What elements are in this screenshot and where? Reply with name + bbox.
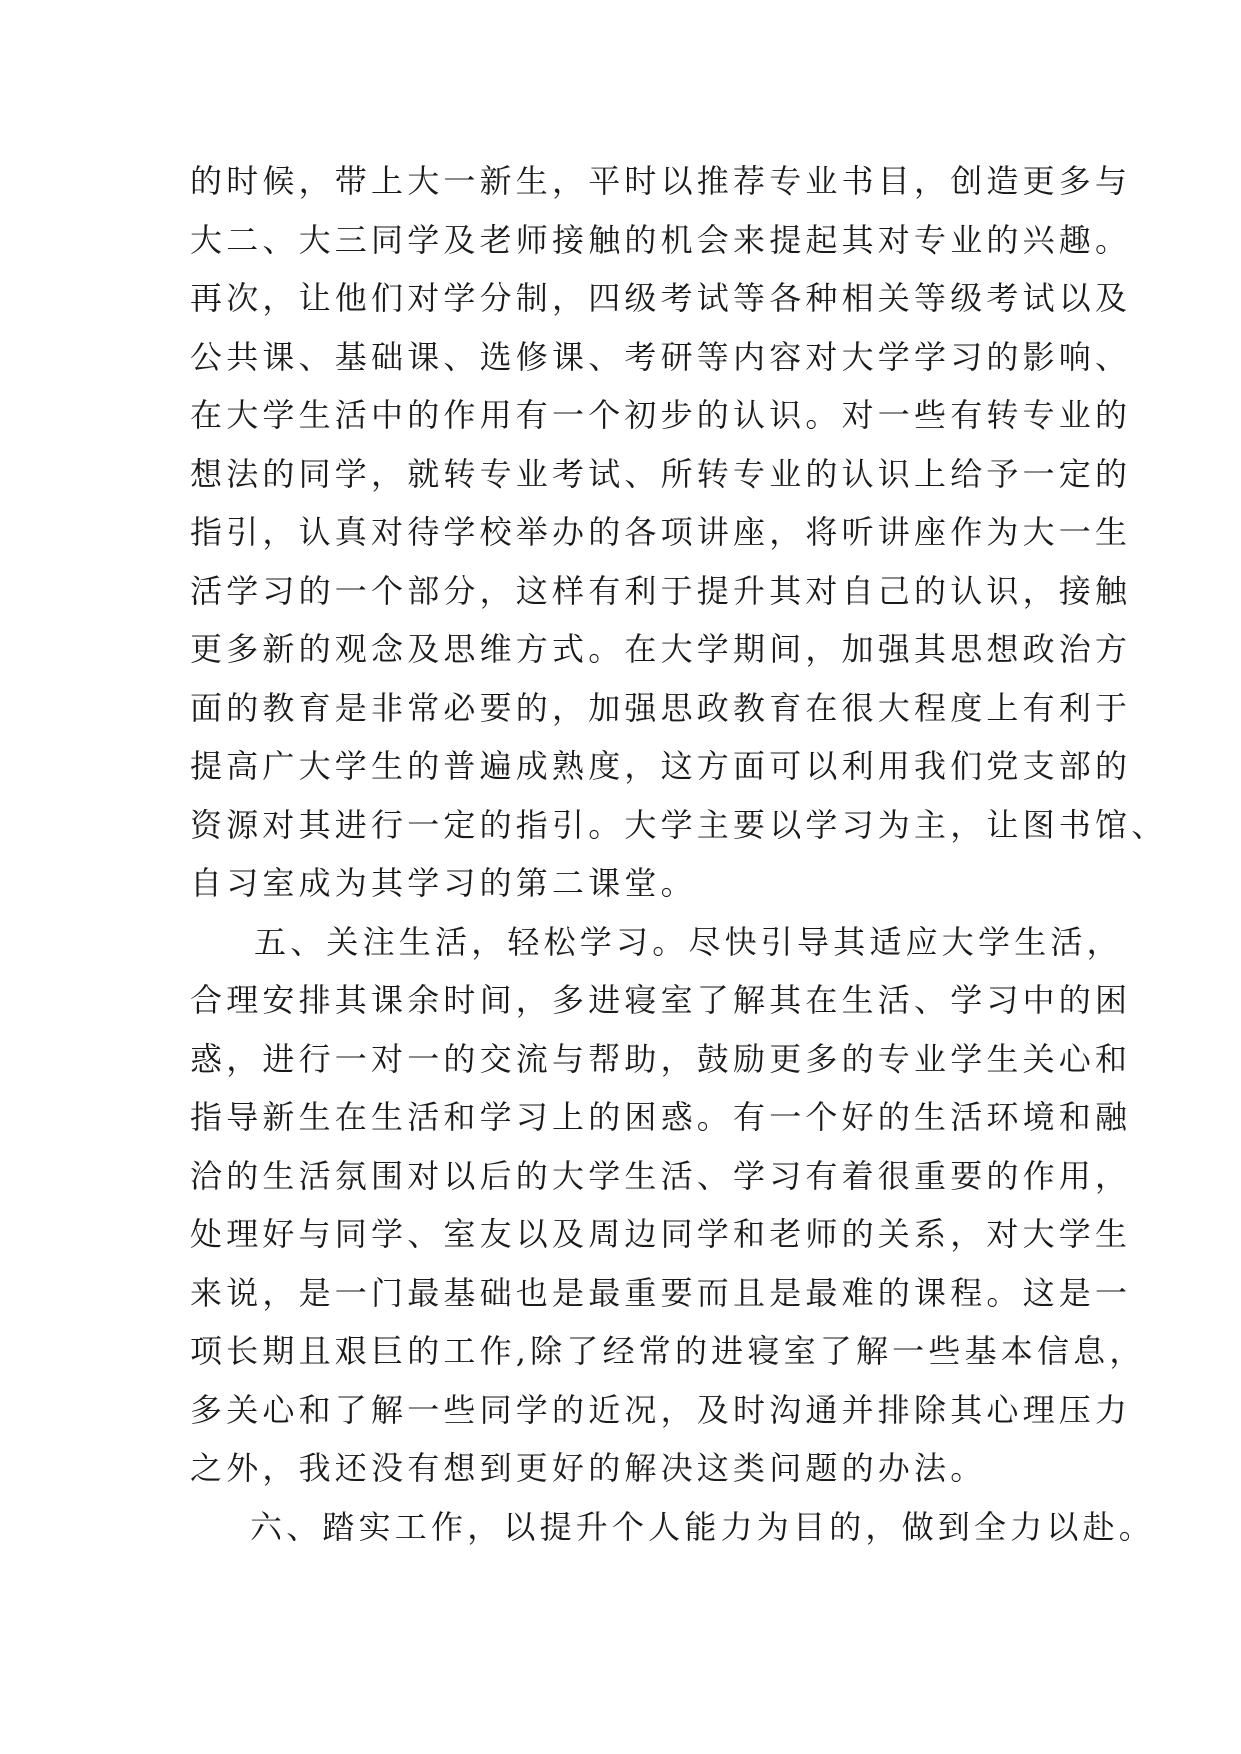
text-line: 想法的同学，就转专业考试、所转专业的认识上给予一定的 xyxy=(190,454,1132,493)
text-line: 多关心和了解一些同学的近况，及时沟通并排除其心理压力 xyxy=(190,1390,1132,1429)
text-line: 再次，让他们对学分制，四级考试等各种相关等级考试以及 xyxy=(190,279,1132,317)
text-line: 来说，是一门最基础也是最重要而且是最难的课程。这是一 xyxy=(190,1273,1132,1312)
text-line: 合理安排其课余时间，多进寝室了解其在生活、学习中的困 xyxy=(190,981,1132,1019)
section-heading-line: 五、关注生活，轻松学习。尽快引导其适应大学生活， xyxy=(254,922,1123,961)
text-line: 指导新生在生活和学习上的困惑。有一个好的生活环境和融 xyxy=(190,1098,1132,1136)
text-line: 面的教育是非常必要的，加强思政教育在很大程度上有利于 xyxy=(190,688,1132,727)
paragraph-section-five xyxy=(190,913,1146,1498)
text-line: 项长期且艰巨的工作,除了经常的进寝室了解一些基本信息， xyxy=(190,1332,1146,1370)
text-line: 之外，我还没有想到更好的解决这类问题的办法。 xyxy=(190,1449,987,1487)
text-line: 惑，进行一对一的交流与帮助，鼓励更多的专业学生关心和 xyxy=(190,1039,1132,1078)
text-line: 提高广大学生的普遍成熟度，这方面可以利用我们党支部的 xyxy=(190,747,1132,785)
section-heading-line: 六、踏实工作，以提升个人能力为目的，做到全力以赴。 xyxy=(250,1507,1156,1546)
text-line: 更多新的观念及思维方式。在大学期间，加强其思想政治方 xyxy=(190,630,1132,668)
text-line: 处理好与同学、室友以及周边同学和老师的关系，对大学生 xyxy=(190,1215,1132,1253)
paragraph-continuation xyxy=(190,152,1168,913)
paragraph-section-six xyxy=(190,1498,1156,1557)
text-line: 的时候，带上大一新生，平时以推荐专业书目，创造更多与 xyxy=(190,162,1132,200)
text-line: 指引，认真对待学校举办的各项讲座，将听讲座作为大一生 xyxy=(190,513,1132,551)
document-body xyxy=(190,152,1168,1556)
text-line: 在大学生活中的作用有一个初步的认识。对一些有转专业的 xyxy=(190,396,1132,434)
text-line: 大二、大三同学及老师接触的机会来提起其对专业的兴趣。 xyxy=(190,220,1132,259)
text-line: 自习室成为其学习的第二课堂。 xyxy=(190,864,697,902)
text-line: 公共课、基础课、选修课、考研等内容对大学学习的影响、 xyxy=(190,337,1132,376)
text-line: 活学习的一个部分，这样有利于提升其对自己的认识，接触 xyxy=(190,571,1132,610)
text-line: 资源对其进行一定的指引。大学主要以学习为主，让图书馆、 xyxy=(190,805,1168,844)
text-line: 洽的生活氛围对以后的大学生活、学习有着很重要的作用， xyxy=(190,1156,1132,1195)
